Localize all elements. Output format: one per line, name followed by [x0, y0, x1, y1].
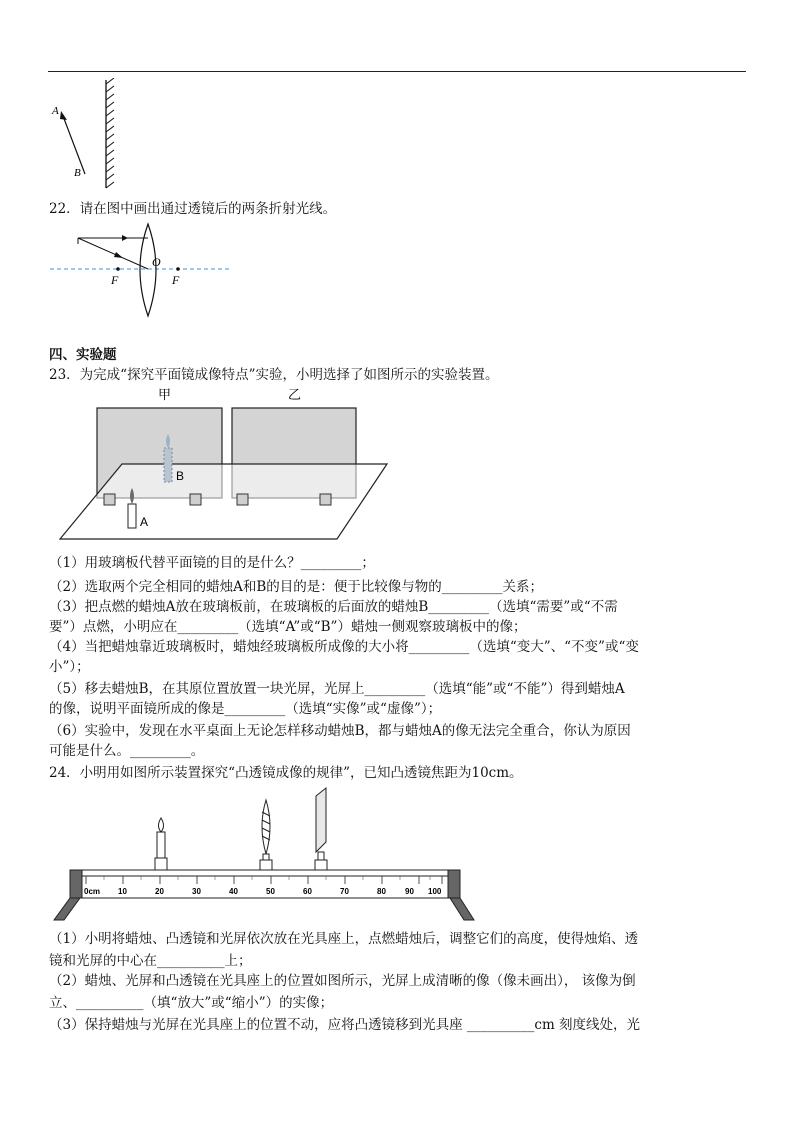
- q23-line-4: 要”）点燃，小明应在_________（选填“A”或“B”）蜡烛一侧观察玻璃板中的像；: [49, 619, 527, 635]
- label-yi: 乙: [288, 388, 302, 403]
- q24-intro: 24．小明用如图所示装置探究“凸透镜成像的规律”，已知凸透镜焦距为10cm。: [49, 765, 523, 781]
- ruler-label-80: 80: [377, 887, 386, 896]
- q23-line-1: （1）用玻璃板代替平面镜的目的是什么？_________；: [49, 555, 375, 571]
- ruler-label-90: 90: [405, 887, 414, 896]
- q23-line-3: （3）把点燃的蜡烛A放在玻璃板前，在玻璃板的后面放的蜡烛B_________（选填“需要”或“不需: [49, 599, 618, 615]
- q23-line-2: （2）选取两个完全相同的蜡烛A和B的目的是：便于比较像与物的_________关系；: [49, 579, 544, 595]
- ruler-label-30: 30: [192, 887, 201, 896]
- label-f-right: F: [172, 273, 180, 287]
- q23-line-9: （6）实验中，发现在水平桌面上无论怎样移动蜡烛B，都与蜡烛A的像无法完全重合，你认为原因: [49, 723, 631, 739]
- optical-bench: [50, 786, 480, 926]
- q23-line-6: 小”）；: [49, 659, 90, 675]
- section-heading: 四、实验题: [49, 347, 117, 363]
- ruler-label-10: 10: [118, 887, 127, 896]
- q24-line-5: （3）保持蜡烛与光屏在光具座上的位置不动，应将凸透镜移到光具座 __________cm 刻度线处，光: [49, 1017, 641, 1033]
- q23-line-7: （5）移去蜡烛B，在其原位置放置一块光屏，光屏上_________（选填“能”或“不能”）得到蜡烛A: [49, 681, 625, 697]
- label-a: A: [52, 105, 59, 117]
- ruler-label-50: 50: [266, 887, 275, 896]
- label-o: O: [152, 255, 161, 269]
- q24-line-2: 镜和光屏的中心在__________上；: [49, 953, 252, 969]
- q23-intro: 23．为完成“探究平面镜成像特点”实验，小明选择了如图所示的实验装置。: [49, 367, 499, 383]
- label-f-left: F: [111, 273, 119, 287]
- candle-label-b: B: [176, 469, 185, 483]
- ruler-label-40: 40: [229, 887, 238, 896]
- q24-line-4: 立、__________（填“放大”或“缩小”）的实像；: [49, 995, 334, 1011]
- mirror-figure: [48, 78, 128, 190]
- ruler-label-20: 20: [155, 887, 164, 896]
- q24-line-1: （1）小明将蜡烛、凸透镜和光屏依次放在光具座上，点燃蜡烛后，调整它们的高度，使得烛焰、透: [49, 931, 639, 947]
- label-b: B: [74, 167, 81, 179]
- plane-mirror-apparatus: [52, 384, 392, 548]
- ruler-label-60: 60: [303, 887, 312, 896]
- ruler-label-100: 100: [428, 887, 442, 896]
- lens-figure: [48, 222, 238, 320]
- q23-line-8: 的像，说明平面镜所成的像是_________（选填“实像”或“虚像”）；: [49, 701, 442, 717]
- q22-text: 22．请在图中画出通过透镜后的两条折射光线。: [49, 201, 337, 217]
- header-rule: [48, 71, 746, 72]
- candle-label-a: A: [140, 515, 149, 529]
- ruler-label-70: 70: [340, 887, 349, 896]
- ruler-label-0: 0cm: [84, 887, 101, 896]
- q23-line-5: （4）当把蜡烛靠近玻璃板时，蜡烛经玻璃板所成像的大小将_________（选填“变大”、“不变”或“变: [49, 639, 639, 655]
- q24-line-3: （2）蜡烛、光屏和凸透镜在光具座上的位置如图所示，光屏上成清晰的像（像未画出）， 该像为倒: [49, 973, 636, 989]
- object-arrow: [63, 116, 85, 174]
- label-jia: 甲: [158, 388, 172, 403]
- q23-line-10: 可能是什么。_________。: [49, 743, 205, 759]
